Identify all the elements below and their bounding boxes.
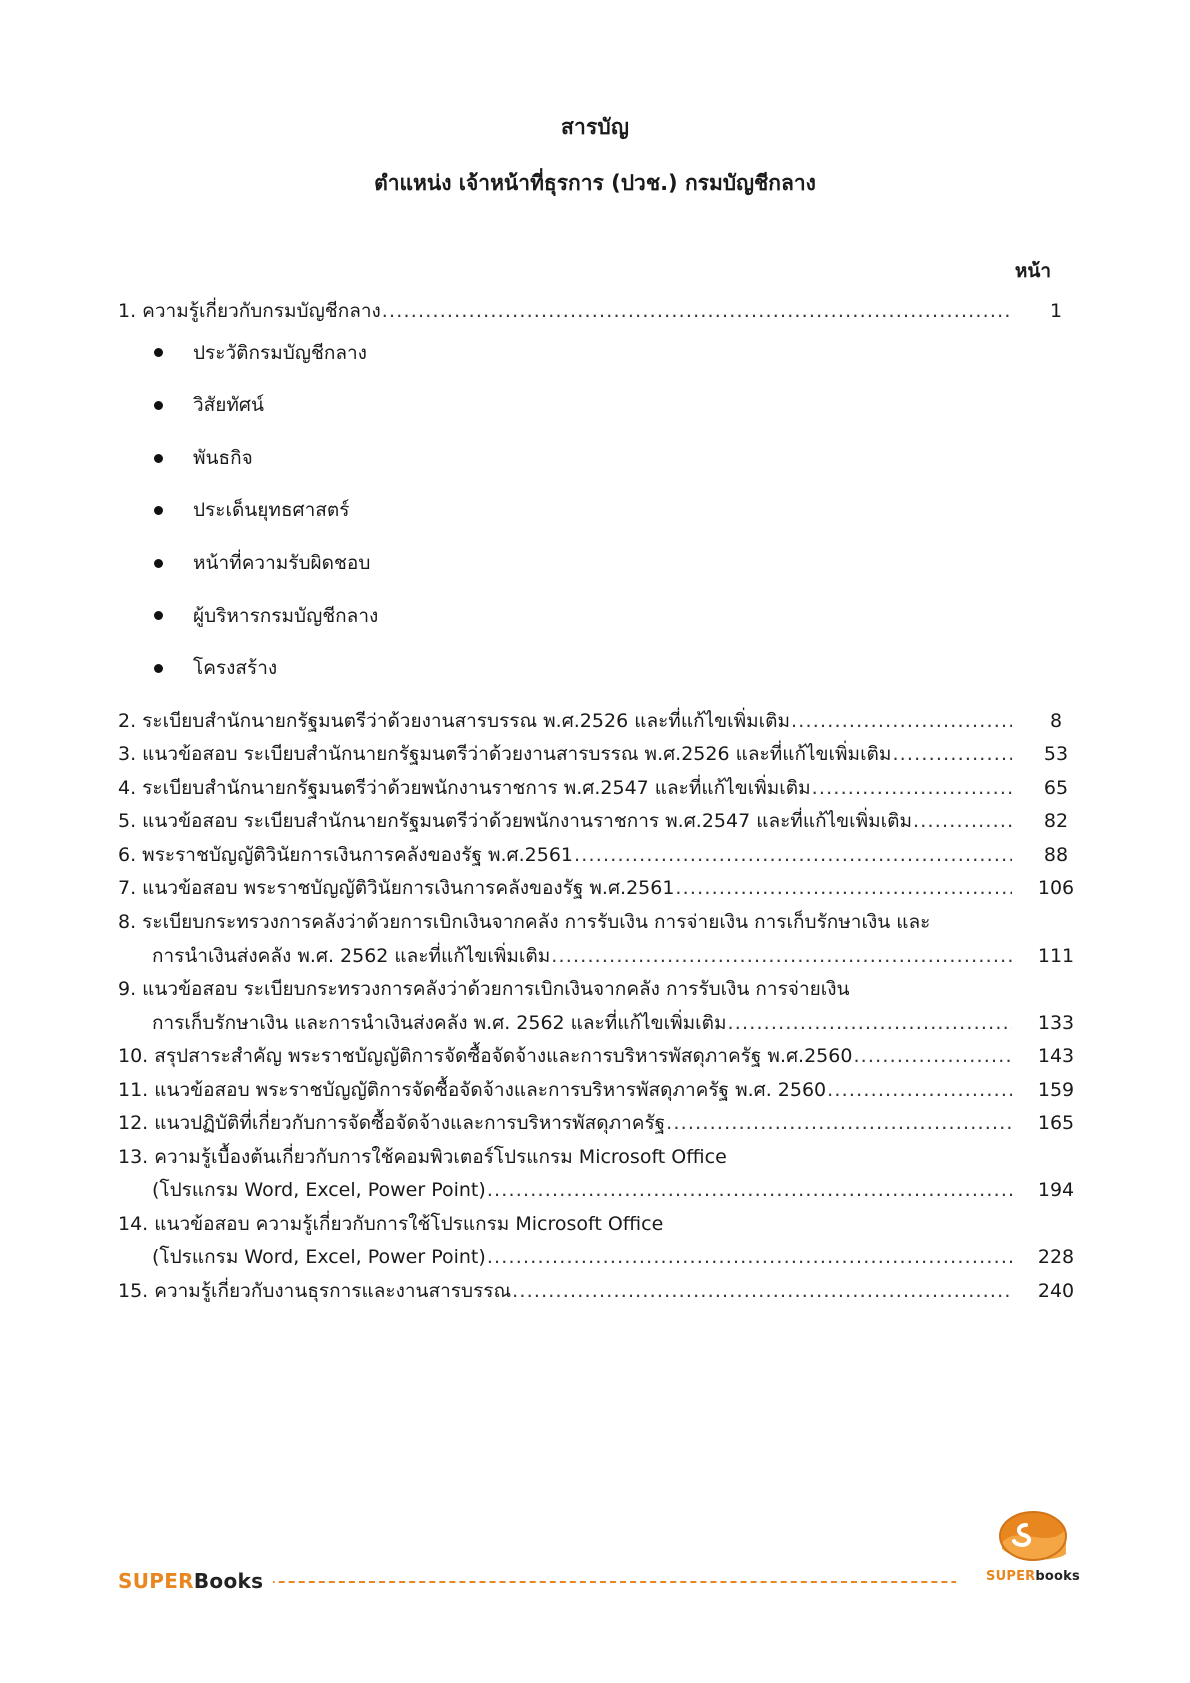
toc-entry[interactable] (118, 741, 1098, 769)
toc-page-number: 65 (1043, 776, 1069, 799)
toc-entry-title-line2: (โปรแกรม Word, Excel, Power Point) (152, 1246, 486, 1269)
page-column-header: หน้า (1014, 260, 1052, 282)
bullet-icon (154, 506, 163, 515)
toc-sub-item-label: พันธกิจ (193, 446, 253, 469)
bullet-icon (154, 454, 163, 463)
toc-sub-item-label: ประวัติกรมบัญชีกลาง (193, 341, 367, 364)
bullet-icon (154, 559, 163, 568)
bullet-icon (154, 664, 163, 673)
toc-entry-title-line2: (โปรแกรม Word, Excel, Power Point) (152, 1179, 486, 1202)
toc-entry-title: 6. พระราชบัญญัติวินัยการเงินการคลังของรัฐ พ.ศ.2561 (118, 843, 574, 866)
toc-entry-title: 4. ระเบียบสำนักนายกรัฐมนตรีว่าด้วยพนักงานราชการ พ.ศ.2547 และที่แก้ไขเพิ่มเติม (118, 776, 811, 799)
toc-entry-title: 5. แนวข้อสอบ ระเบียบสำนักนายกรัฐมนตรีว่าด้วยพนักงานราชการ พ.ศ.2547 และที่แก้ไขเพิ่มเติม (118, 810, 913, 833)
toc-entry[interactable] (118, 1043, 1098, 1071)
bullet-icon (154, 348, 163, 357)
toc-sub-item-label: ประเด็นยุทธศาสตร์ (193, 499, 350, 522)
toc-entry-title-line2: การเก็บรักษาเงิน และการนำเงินส่งคลัง พ.ศ. 2562 และที่แก้ไขเพิ่มเติม (152, 1011, 727, 1034)
toc-sub-item-label: โครงสร้าง (193, 657, 278, 680)
page-title: สารบัญ (560, 115, 630, 139)
toc-leader-dots (382, 298, 1012, 326)
list-item[interactable] (118, 392, 1098, 419)
toc-leader-dots (827, 1077, 1012, 1105)
toc-page-number: 8 (1049, 709, 1063, 732)
toc-leader-dots (675, 875, 1012, 903)
footer-brand-secondary: Books (193, 1569, 264, 1593)
toc-page-number: 133 (1037, 1011, 1075, 1034)
toc-page-number: 53 (1043, 743, 1069, 766)
toc-leader-dots (512, 1278, 1012, 1306)
toc-entry-continuation[interactable] (118, 1244, 1098, 1272)
toc-page-number: 143 (1037, 1045, 1075, 1068)
toc-leader-dots (892, 741, 1012, 769)
toc-leader-dots (487, 1244, 1012, 1272)
list-item[interactable] (118, 340, 1098, 367)
toc-entry-title: 11. แนวข้อสอบ พระราชบัญญัติการจัดซื้อจัดจ้างและการบริหารพัสดุภาครัฐ พ.ศ. 2560 (118, 1078, 827, 1101)
toc-entry-title: 8. ระเบียบกระทรวงการคลังว่าด้วยการเบิกเงินจากคลัง การรับเงิน การจ่ายเงิน การเก็บรักษาเงิน และ (118, 910, 931, 933)
toc-leader-dots (791, 708, 1012, 736)
toc-entry[interactable] (118, 909, 1098, 937)
toc-leader-dots (574, 842, 1012, 870)
toc-sub-item-label: ผู้บริหารกรมบัญชีกลาง (193, 604, 379, 627)
toc-entry[interactable] (118, 775, 1098, 803)
footer-logo-secondary: books (1035, 1569, 1080, 1584)
toc-entry-title: 9. แนวข้อสอบ ระเบียบกระทรวงการคลังว่าด้วยการเบิกเงินจากคลัง การรับเงิน การจ่ายเงิน (118, 978, 850, 1001)
toc-page-number: 1 (1049, 300, 1063, 322)
list-item[interactable] (118, 550, 1098, 577)
toc-page-number: 159 (1037, 1078, 1075, 1101)
footer-logo-primary: SUPER (986, 1569, 1036, 1584)
toc-entry-title-line2: การนำเงินส่งคลัง พ.ศ. 2562 และที่แก้ไขเพิ่มเติม (152, 944, 551, 967)
toc-entry[interactable] (118, 808, 1098, 836)
footer-brand-primary: SUPER (118, 1569, 194, 1593)
list-item[interactable] (118, 497, 1098, 524)
footer-logo-text (968, 1569, 1098, 1584)
page-footer (118, 1537, 1098, 1597)
bullet-icon (154, 401, 163, 410)
toc-page-number: 88 (1043, 843, 1069, 866)
toc-leader-dots (913, 808, 1012, 836)
toc-entry[interactable] (118, 1110, 1098, 1138)
list-item[interactable] (118, 445, 1098, 472)
toc-leader-dots (666, 1110, 1012, 1138)
toc-entry[interactable] (118, 875, 1098, 903)
toc-leader-dots (727, 1010, 1012, 1038)
toc-page-number: 82 (1043, 810, 1069, 833)
toc-entry-title: 10. สรุปสาระสำคัญ พระราชบัญญัติการจัดซื้อจัดจ้างและการบริหารพัสดุภาครัฐ พ.ศ.2560 (118, 1045, 853, 1068)
toc-entry[interactable] (118, 1144, 1098, 1172)
toc-page-number: 106 (1037, 877, 1075, 900)
footer-logo (956, 1509, 1098, 1601)
toc-entry[interactable] (118, 842, 1098, 870)
toc-leader-dots (853, 1043, 1012, 1071)
toc-entry-title: 7. แนวข้อสอบ พระราชบัญญัติวินัยการเงินการคลังของรัฐ พ.ศ.2561 (118, 877, 675, 900)
toc-entry-continuation[interactable] (118, 1177, 1098, 1205)
document-header (0, 112, 1190, 199)
toc-leader-dots (487, 1177, 1012, 1205)
list-item[interactable] (118, 655, 1098, 682)
toc-entry-continuation[interactable] (118, 943, 1098, 971)
toc-entry[interactable] (118, 298, 1098, 326)
toc-entry[interactable] (118, 976, 1098, 1004)
toc-page-number: 240 (1037, 1280, 1075, 1302)
toc-entry-title: 14. แนวข้อสอบ ความรู้เกี่ยวกับการใช้โปรแกรม Microsoft Office (118, 1212, 664, 1235)
toc-entry[interactable] (118, 708, 1098, 736)
toc-page-number: 111 (1037, 944, 1075, 967)
toc-sub-item-label: หน้าที่ความรับผิดชอบ (193, 551, 371, 574)
toc-page-number: 228 (1037, 1246, 1075, 1269)
toc-page-number: 165 (1037, 1112, 1075, 1135)
toc-entry-continuation[interactable] (118, 1010, 1098, 1038)
toc-entry-title: 13. ความรู้เบื้องต้นเกี่ยวกับการใช้คอมพิวเตอร์โปรแกรม Microsoft Office (118, 1145, 727, 1168)
toc-entry-title: 1. ความรู้เกี่ยวกับกรมบัญชีกลาง (118, 300, 381, 322)
table-of-contents (118, 298, 1098, 1312)
toc-entry-title: 12. แนวปฏิบัติที่เกี่ยวกับการจัดซื้อจัดจ้างและการบริหารพัสดุภาครัฐ (118, 1112, 666, 1135)
superbooks-logo-icon (996, 1509, 1070, 1567)
toc-entry-title: 15. ความรู้เกี่ยวกับงานธุรการและงานสารบรรณ (118, 1280, 512, 1302)
toc-entry-title: 2. ระเบียบสำนักนายกรัฐมนตรีว่าด้วยงานสารบรรณ พ.ศ.2526 และที่แก้ไขเพิ่มเติม (118, 709, 791, 732)
bullet-icon (154, 611, 163, 620)
toc-sub-list (118, 340, 1098, 682)
toc-page-number: 194 (1037, 1179, 1075, 1202)
toc-sub-item-label: วิสัยทัศน์ (193, 394, 264, 417)
toc-leader-dots (551, 943, 1012, 971)
toc-entry[interactable] (118, 1077, 1098, 1105)
list-item[interactable] (118, 603, 1098, 630)
page-subtitle: ตำแหน่ง เจ้าหน้าที่ธุรการ (ปวช.) กรมบัญชีกลาง (374, 170, 816, 195)
toc-entry[interactable] (118, 1278, 1098, 1306)
toc-leader-dots (812, 775, 1012, 803)
toc-entry[interactable] (118, 1211, 1098, 1239)
toc-entry-title: 3. แนวข้อสอบ ระเบียบสำนักนายกรัฐมนตรีว่าด้วยงานสารบรรณ พ.ศ.2526 และที่แก้ไขเพิ่มเติม (118, 743, 892, 766)
footer-brand (118, 1569, 273, 1593)
